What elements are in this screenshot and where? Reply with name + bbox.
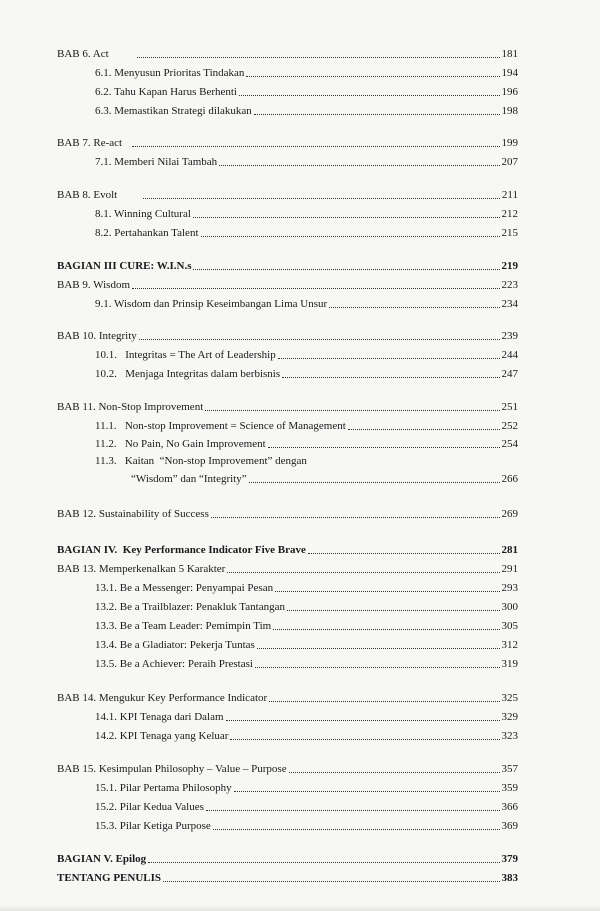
dot-leader [249,482,500,483]
dot-leader [287,610,500,611]
toc-entry-page: 198 [501,105,518,117]
toc-entry-label: BAB 12. Sustainability of Success [57,508,209,520]
dot-leader [137,57,500,58]
toc-entry-bab11 [57,398,518,414]
toc-entry-bab13-3 [95,617,518,633]
toc-entry-bab14-1 [95,708,518,724]
toc-entry-page: 323 [501,730,518,742]
toc-entry-bab8 [57,186,518,202]
toc-entry-bab13-2 [95,598,518,614]
dot-leader [269,701,499,702]
toc-entry-label: 13.1. Be a Messenger: Penyampai Pesan [95,582,274,594]
toc-entry-bab8-1 [95,205,518,221]
toc-entry-page: 291 [501,563,518,575]
dot-leader [348,429,500,430]
toc-entry-page: 305 [501,620,518,632]
toc-entry-label: BAB 8. Evolt [57,189,118,201]
dot-leader [139,339,500,340]
toc-entry-page: 312 [501,639,518,651]
dot-leader [193,269,499,270]
toc-entry-bab15-2 [95,798,518,814]
dot-leader [239,95,500,96]
toc-entry-page: 252 [501,420,518,432]
dot-leader [257,648,500,649]
toc-entry-page: 181 [501,48,518,60]
toc-entry-page: 219 [501,260,518,272]
dot-leader [227,572,499,573]
toc-entry-bagian5 [57,850,518,866]
toc-entry-page: 212 [501,208,518,220]
dot-leader [132,288,499,289]
toc-entry-label: BAB 6. Act [57,48,109,60]
toc-entry-bab6-1 [95,64,518,80]
toc-entry-page: 215 [501,227,518,239]
toc-entry-bab11-1 [95,417,518,433]
dot-leader [254,114,500,115]
toc-entry-bab9-1 [95,295,518,311]
dot-leader [201,236,500,237]
toc-entry-label: BAB 14. Mengukur Key Performance Indicator [57,692,268,704]
dot-leader [230,739,499,740]
toc-entry-label: BAB 15. Kesimpulan Philosophy – Value – Purpose [57,763,287,775]
toc-entry-page: 366 [501,801,518,813]
toc-entry-bab6-2 [95,83,518,99]
dot-leader [289,772,500,773]
toc-entry-page: 234 [501,298,518,310]
toc-entry-page: 251 [501,401,518,413]
toc-entry-label: 13.4. Be a Gladiator: Pekerja Tuntas [95,639,255,651]
toc-entry-bab6 [57,45,518,61]
dot-leader [193,217,500,218]
page-bottom-edge [0,905,600,911]
toc-entry-bab12 [57,505,518,521]
toc-entry-label: 13.2. Be a Trailblazer: Penakluk Tantangan [95,601,285,613]
dot-leader [226,720,500,721]
dot-leader [255,667,500,668]
toc-entry-label: 15.2. Pilar Kedua Values [95,801,204,813]
dot-leader [234,791,500,792]
toc-entry-bab13 [57,560,518,576]
toc-entry-label: 6.2. Tahu Kapan Harus Berhenti [95,86,237,98]
toc-entry-label: BAB 11. Non-Stop Improvement [57,401,204,413]
toc-entry-page: 359 [501,782,518,794]
toc-entry-label: BAB 10. Integrity [57,330,137,342]
toc-entry-bab8-2 [95,224,518,240]
toc-entry-page: 207 [501,156,518,168]
dot-leader [273,629,499,630]
toc-entry-bab14 [57,689,518,705]
toc-entry-bab10-2 [95,365,518,381]
toc-entry-bab13-1 [95,579,518,595]
toc-entry-label: 13.5. Be a Achiever: Peraih Prestasi [95,658,253,670]
toc-entry-tentang-penulis [57,869,518,885]
toc-entry-page: 269 [501,508,518,520]
toc-entry-bab9 [57,276,518,292]
toc-entry-page: 239 [501,330,518,342]
toc-entry-page: 319 [501,658,518,670]
dot-leader [213,829,500,830]
toc-entry-bab10 [57,327,518,343]
dot-leader [275,591,499,592]
toc-entry-label: 14.2. KPI Tenaga yang Keluar [95,730,229,742]
toc-entry-page: 244 [501,349,518,361]
toc-entry-page: 300 [501,601,518,613]
toc-entry-label: 9.1. Wisdom dan Prinsip Keseimbangan Lima Unsur [95,298,328,310]
toc-entry-bab11-3 [131,470,518,486]
toc-entry-page: 199 [501,137,518,149]
toc-entry-label: 11.2. No Pain, No Gain Improvement [95,438,266,450]
toc-entry-label: BAGIAN V. Epilog [57,853,147,865]
toc-entry-bab11-3-line1: 11.3. Kaitan “Non-stop Improvement” dengan [95,455,307,467]
toc-entry-label: BAB 9. Wisdom [57,279,131,291]
dot-leader [206,810,500,811]
dot-leader [278,358,500,359]
toc-entry-bab15 [57,760,518,776]
toc-entry-page: 357 [501,763,518,775]
toc-entry-label: 15.1. Pilar Pertama Philosophy [95,782,232,794]
toc-entry-page: 329 [501,711,518,723]
toc-entry-bagian3 [57,257,518,273]
toc-entry-bab15-3 [95,817,518,833]
toc-entry-bab6-3 [95,102,518,118]
toc-entry-bab13-4 [95,636,518,652]
toc-entry-label: 6.1. Menyusun Prioritas Tindakan [95,67,245,79]
toc-entry-label: 6.3. Memastikan Strategi dilakukan [95,105,252,117]
toc-entry-label: 10.2. Menjaga Integritas dalam berbisnis [95,368,281,380]
dot-leader [246,76,499,77]
toc-entry-bab7-1 [95,153,518,169]
toc-entry-label: 7.1. Memberi Nilai Tambah [95,156,218,168]
toc-entry-label: 15.3. Pilar Ketiga Purpose [95,820,211,832]
dot-leader [205,410,499,411]
dot-leader [148,862,499,863]
dot-leader [219,165,499,166]
toc-entry-page: 211 [501,189,518,201]
toc-entry-label: 8.1. Winning Cultural [95,208,191,220]
dot-leader [211,517,500,518]
toc-entry-label: 14.1. KPI Tenaga dari Dalam [95,711,224,723]
toc-entry-page: 247 [501,368,518,380]
toc-entry-label: BAGIAN IV. Key Performance Indicator Five Brave [57,544,306,556]
toc-entry-bab14-2 [95,727,518,743]
toc-entry-page: 379 [501,853,518,865]
toc-entry-label: TENTANG PENULIS [57,872,162,884]
toc-entry-page: 254 [501,438,518,450]
toc-entry-page: 383 [501,872,518,884]
toc-entry-label: 13.3. Be a Team Leader: Pemimpin Tim [95,620,272,632]
toc-entry-label: BAB 7. Re-act [57,137,123,149]
toc-entry-bagian4 [57,541,518,557]
toc-entry-label: 10.1. Integritas = The Art of Leadership [95,349,276,361]
toc-entry-bab7 [57,134,518,150]
toc-entry-bab11-2 [95,435,518,451]
dot-leader [143,198,500,199]
toc-entry-page: 266 [501,473,518,485]
toc-entry-page: 281 [501,544,518,556]
toc-entry-label: “Wisdom” dan “Integrity” [131,473,247,485]
toc-entry-page: 223 [501,279,518,291]
toc-entry-label: BAB 13. Memperkenalkan 5 Karakter [57,563,226,575]
dot-leader [329,307,499,308]
toc-entry-page: 369 [501,820,518,832]
toc-entry-label: BAGIAN III CURE: W.I.N.s [57,260,192,272]
toc-entry-page: 194 [501,67,518,79]
dot-leader [163,881,499,882]
toc-entry-page: 196 [501,86,518,98]
dot-leader [282,377,499,378]
dot-leader [268,447,500,448]
toc-entry-page: 325 [501,692,518,704]
toc-entry-bab10-1 [95,346,518,362]
dot-leader [132,146,499,147]
toc-entry-page: 293 [501,582,518,594]
toc-entry-label: 11.1. Non-stop Improvement = Science of Management [95,420,346,432]
toc-entry-bab15-1 [95,779,518,795]
toc-entry-bab13-5 [95,655,518,671]
toc-entry-label: 8.2. Pertahankan Talent [95,227,199,239]
dot-leader [308,553,500,554]
